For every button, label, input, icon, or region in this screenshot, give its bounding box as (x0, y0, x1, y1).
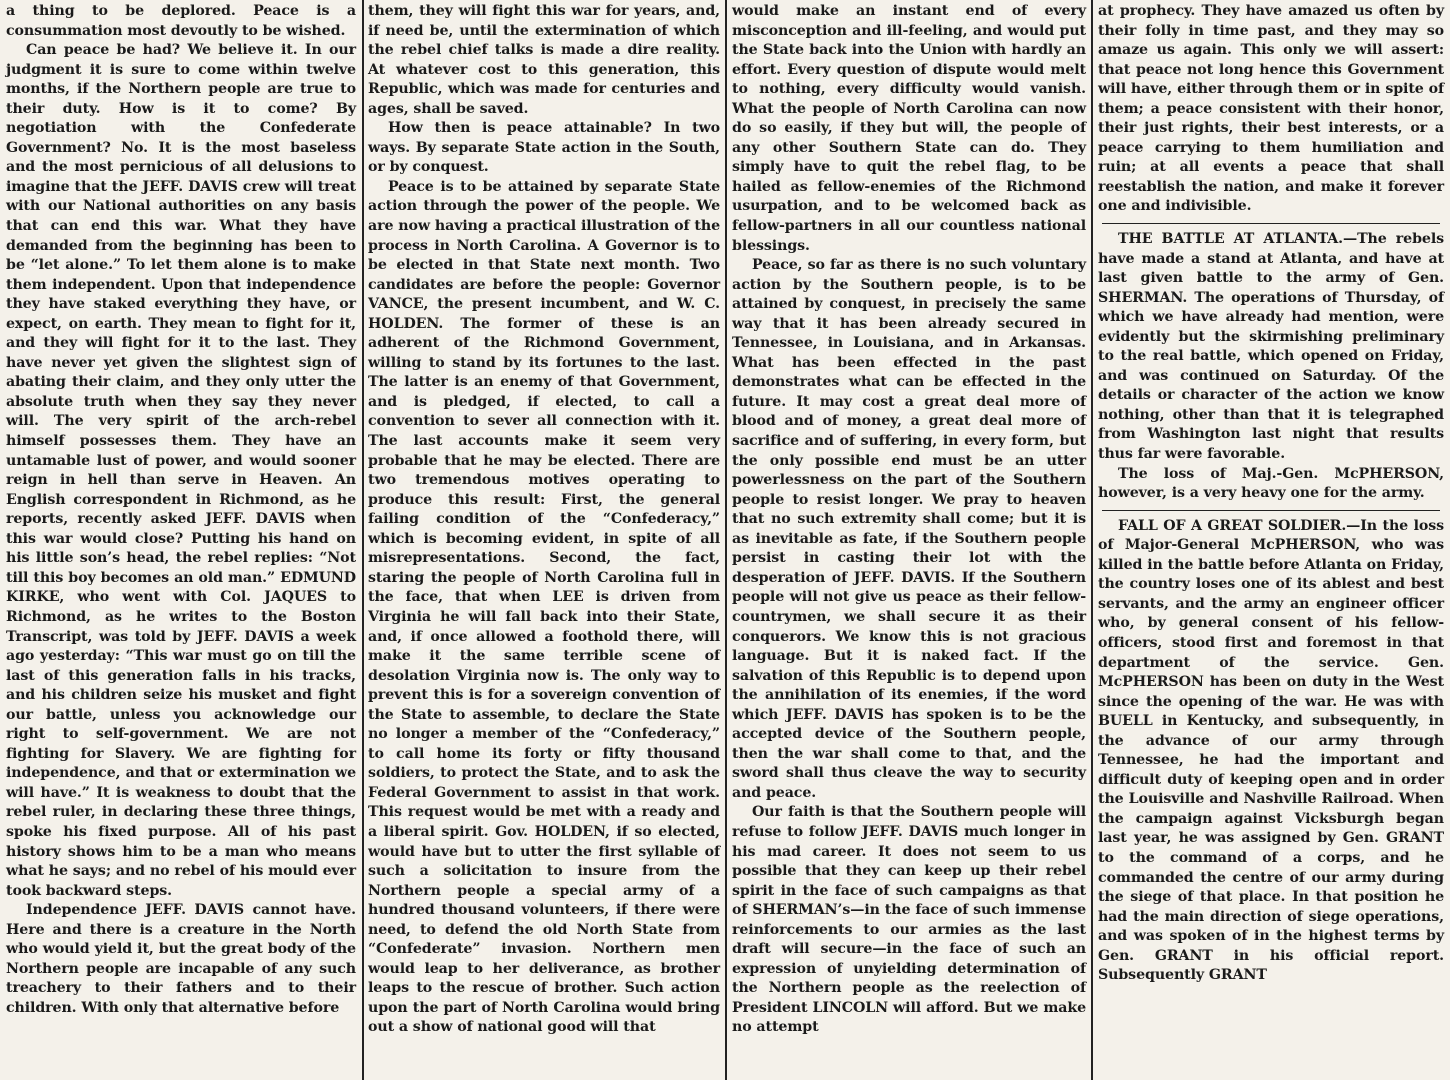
column-1 (0, 0, 362, 1080)
section-divider (1102, 223, 1440, 224)
column-rule (362, 0, 364, 1080)
column-2 (362, 0, 726, 1080)
paragraph: would make an instant end of every misconception and ill-feeling, and would put the State back into the Union with hardly an effort. Every question of dispute would melt to nothing, every difficulty would vanish. What the people of North Carolina can now do so easily, if they but will, the people of any other Southern State can do. They simply have to quit the rebel flag, to be hailed as fellow-enemies of the Richmond usurpation, and to be welcomed back as fellow-partners in all our countless national blessings. (732, 3, 1086, 254)
paragraph: them, they will fight this war for years, and, if need be, until the extermination of which the rebel chief talks is made a dire reality. At whatever cost to this generation, this Republic, which was made for centuries and ages, shall be saved. (368, 3, 720, 117)
paragraph: THE BATTLE AT ATLANTA.—The rebels have made a stand at Atlanta, and have at last given battle to the army of Gen. SHERMAN. The operations of Thursday, of which we have already had mention, were evidently but the skirmishing preliminary to the real battle, which opened on Friday, and was continued on Saturday. Of the details or character of the action we know nothing, other than that it is telegraphed from Washington last night that results thus far were favorable. (1098, 231, 1444, 463)
paragraph: The loss of Maj.-Gen. McPHERSON, however, is a very heavy one for the army. (1098, 465, 1444, 502)
paragraph: Peace, so far as there is no such voluntary action by the Southern people, is to be attained by conquest, in precisely the same way that it has been already secured in Tennessee, in Louisiana, and in Arkansas. What has been effected in the past demonstrates what can be effected in the future. It may cost a great deal more of blood and of money, a great deal more of sacrifice and of suffering, in every form, but the only possible end must be an utter powerlessness on the part of the Southern people to resist longer. We pray to heaven that no such extremity shall come; but it is as inevitable as fate, if the Southern people persist in casting their lot with the desperation of JEFF. DAVIS. If the Southern people will not give us peace as their fellow-countrymen, we shall secure it as their conquerors. We know this is not gracious language. But it is naked fact. If the salvation of this Republic is to depend upon the annihilation of its enemies, if the word which JEFF. DAVIS has spoken is to be the accepted device of the Southern people, then the war shall come to that, and the sword shall thus cleave the way to security and peace. (732, 257, 1086, 801)
paragraph: FALL OF A GREAT SOLDIER.—In the loss of Major-General McPHERSON, who was killed in the battle before Atlanta on Friday, the country loses one of its ablest and best servants, and the army an engineer officer who, by general consent of his fellow-officers, stood first and foremost in that department of the service. Gen. McPHERSON has been on duty in the West since the opening of the war. He was with BUELL in Kentucky, and subsequently, in the advance of our army through Tennessee, he had the important and difficult duty of keeping open and in order the Louisville and Nashville Railroad. When the campaign against Vicksburgh began last year, he was assigned by Gen. GRANT to the command of a corps, and he commanded the centre of our army during the siege of that place. In that position he had the main direction of siege operations, and was spoken of in the highest terms by Gen. GRANT in his official report. Subsequently GRANT (1098, 517, 1444, 984)
paragraph: Peace is to be attained by separate State action through the power of the people. We are now having a practical illustration of the process in North Carolina. A Governor is to be elected in that State next month. Two candidates are before the people: Governor VANCE, the present incumbent, and W. C. HOLDEN. The former of these is an adherent of the Richmond Government, willing to stand by its fortunes to the last. The latter is an enemy of that Government, and is pledged, if elected, to call a convention to sever all connection with it. The last accounts make it seem very probable that he may be elected. There are two tremendous motives operating to produce this result: First, the general failing condition of the “Confederacy,” which is becoming evident, in spite of all misrepresentations. Second, the fact, staring the people of North Carolina full in the face, that when LEE is driven from Virginia he will fall back into their State, and, if once allowed a foothold there, will make it the same terrible scene of desolation Virginia now is. The only way to prevent this is for a sovereign convention of the State to assemble, to declare the State no longer a member of the “Confederacy,” to call home its forty or fifty thousand soldiers, to protect the State, and to ask the Federal Government to assist in that work. This request would be met with a ready and a liberal spirit. Gov. HOLDEN, if so elected, would have but to utter the first syllable of such a solicitation to insure from the Northern people a special army of a hundred thousand volunteers, if there were need, to defend the old North State from “Confederate” invasion. Northern men would leap to her deliverance, as brother leaps to the rescue of brother. Such action upon the part of North Carolina would bring out a show of national good will that (368, 178, 720, 1036)
section-divider (1102, 510, 1440, 511)
column-3 (726, 0, 1092, 1080)
paragraph: at prophecy. They have amazed us often by their folly in time past, and they may so amaze us again. This only we will assert: that peace not long hence this Government will have, either through them or in spite of them; a peace consistent with their honor, their just rights, their best interests, or a peace carrying to them humiliation and ruin; at all events a peace that shall reestablish the nation, and make it forever one and indivisible. (1098, 3, 1444, 215)
paragraph: Our faith is that the Southern people will refuse to follow JEFF. DAVIS much longer in his mad career. It does not seem to us possible that they can keep up their rebel spirit in the face of such campaigns as that of SHERMAN’s—in the face of such immense reinforcements to our armies as the last draft will secure—in the face of such an expression of unyielding determination of the Northern people as the reelection of President LINCOLN will afford. But we make no attempt (732, 804, 1086, 1036)
column-rule (725, 0, 727, 1080)
column-rule (1091, 0, 1093, 1080)
paragraph: Can peace be had? We believe it. In our judgment it is sure to come within twelve months, if the Northern people are true to their duty. How is it to come? By negotiation with the Confederate Government? No. It is the most baseless and the most pernicious of all delusions to imagine that the JEFF. DAVIS crew will treat with our National authorities on any basis that can end this war. What they have demanded from the beginning has been to be “let alone.” To let them alone is to make them independent. Upon that independence they have staked everything they have, or expect, on earth. They mean to fight for it, and they will fight for it to the last. They have never yet given the slightest sign of abating their claim, and they only utter the absolute truth when they say they never will. The very spirit of the arch-rebel himself possesses them. They have an untamable lust of power, and would sooner reign in hell than serve in Heaven. An English correspondent in Richmond, as he reports, recently asked JEFF. DAVIS when this war would close? Putting his hand on his little son’s head, the rebel replies: “Not till this boy becomes an old man.” EDMUND KIRKE, who went with Col. JAQUES to Richmond, as he writes to the Boston Transcript, was told by JEFF. DAVIS a week ago yesterday: “This war must go on till the last of this generation falls in his tracks, and his children seize his musket and fight our battle, unless you acknowledge our right to self-government. We are not fighting for Slavery. We are fighting for independence, and that or extermination we will have.” It is weakness to doubt that the rebel ruler, in declaring these three things, spoke his fixed purpose. All of his past history shows him to be a man who means what he says; and no rebel of his mould ever took backward steps. (6, 42, 356, 899)
column-4 (1092, 0, 1450, 1080)
paragraph: Independence JEFF. DAVIS cannot have. Here and there is a creature in the North who would yield it, but the great body of the Northern people are incapable of any such treachery to their fathers and to their children. With only that alternative before (6, 902, 356, 1016)
paragraph: a thing to be deplored. Peace is a consummation most devoutly to be wished. (6, 3, 356, 39)
paragraph: How then is peace attainable? In two ways. By separate State action in the South, or by conquest. (368, 120, 720, 176)
